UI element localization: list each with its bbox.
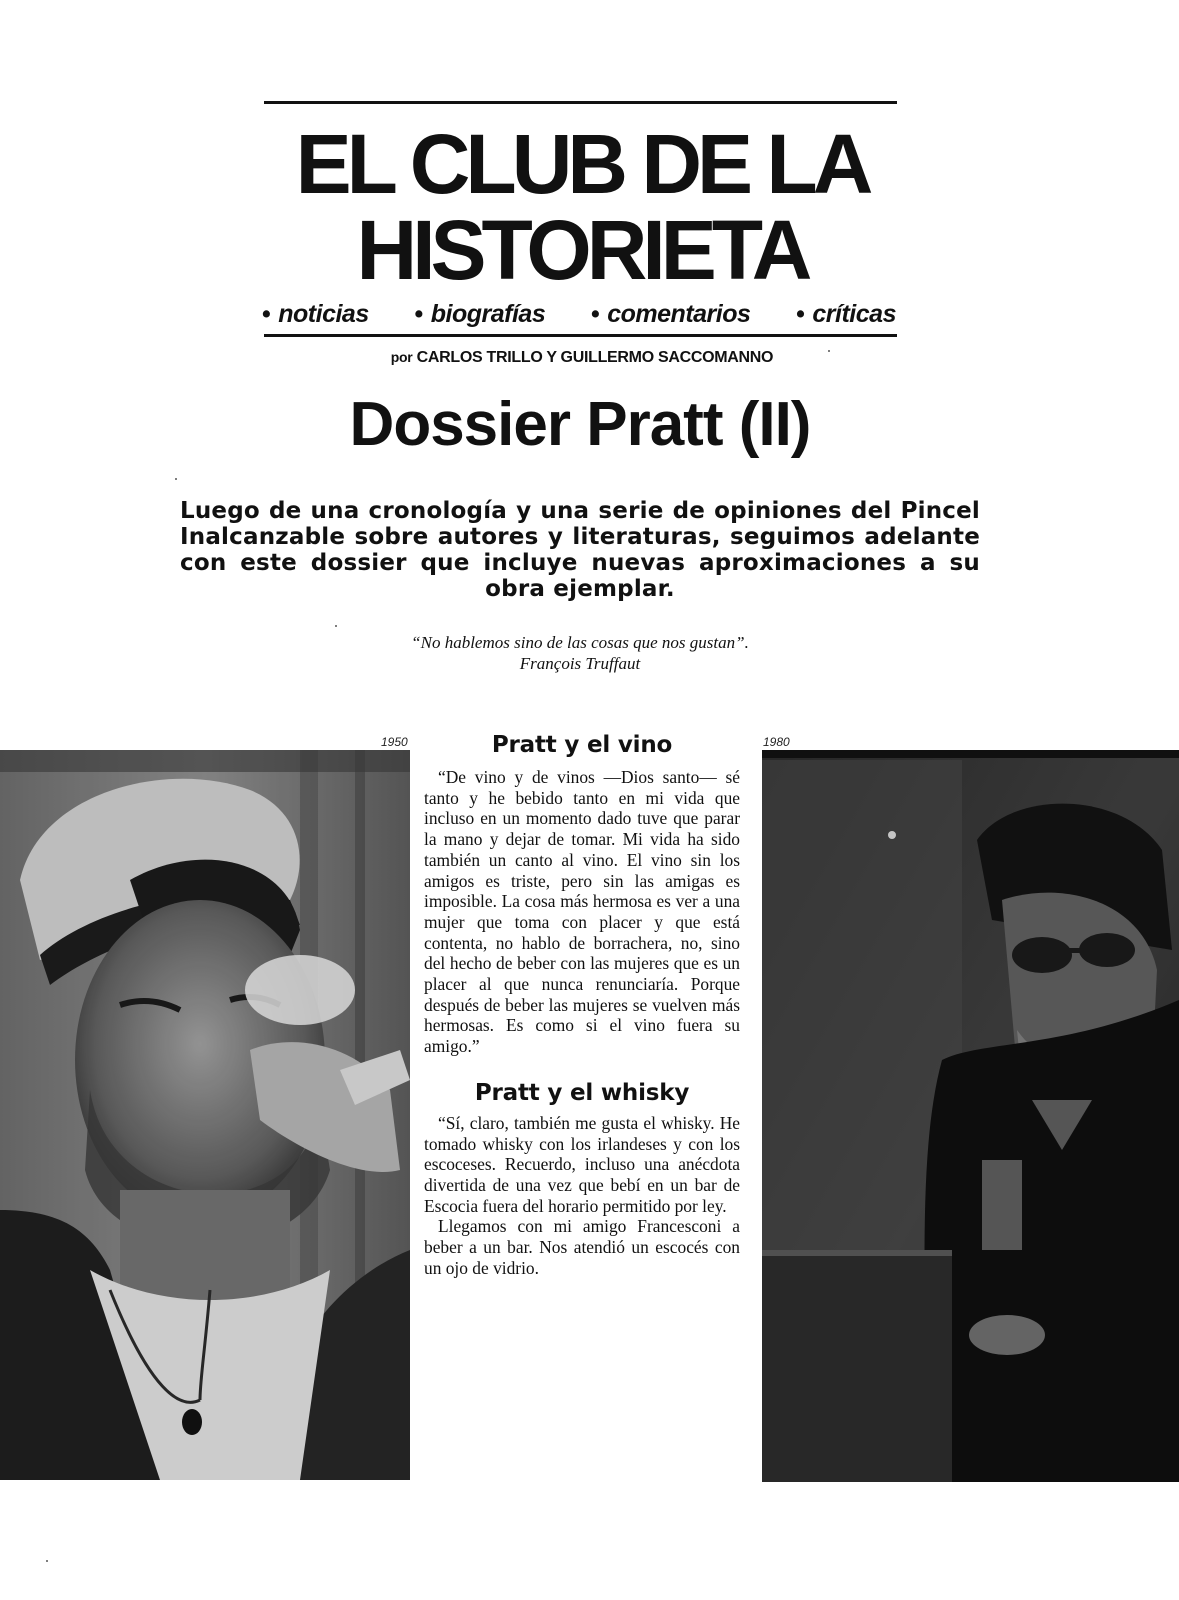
- print-speck: [175, 478, 177, 480]
- byline-prefix: por: [390, 349, 413, 365]
- article-column: [424, 731, 740, 1278]
- masthead-title-line-1: EL CLUB DE LA: [295, 117, 869, 211]
- section-tag: • comentarios: [590, 300, 751, 328]
- article-deck: Luego de una cronología y una serie de opiniones del Pincel Inalcanzable sobre autores y literaturas, seguimos adelante con este dossier que incluye nuevas aproximaciones a su obra ejemplar.: [180, 498, 980, 602]
- epigraph: [300, 632, 860, 674]
- section-tag: • noticias: [262, 300, 369, 328]
- byline-authors: CARLOS TRILLO Y GUILLERMO SACCOMANNO: [416, 349, 774, 366]
- epigraph-quote: “No hablemos sino de las cosas que nos gustan”.: [411, 633, 749, 652]
- section-tag: • críticas: [796, 300, 896, 328]
- photo-pratt-1980: [762, 750, 1179, 1482]
- section-paragraph-whisky-1: “Sí, claro, también me gusta el whisky. He tomado whisky con los irlandeses y con los escoceses. Recuerdo, incluso una anécdota divertida de una vez que bebí en un bar de Escocia fuera del horario permitido por ley.: [424, 1112, 740, 1216]
- masthead-bottom-rule: [264, 334, 897, 337]
- photo-pratt-1950: [0, 750, 410, 1480]
- section-heading-whisky: Pratt y el whisky: [474, 1079, 690, 1106]
- photo-pratt-1980-image: [762, 750, 1179, 1482]
- epigraph-author: François Truffaut: [519, 654, 641, 673]
- photo-year-left: 1950: [381, 735, 408, 749]
- print-speck: [828, 350, 830, 352]
- section-paragraph-vino: “De vino y de vinos —Dios santo— sé tanto y he bebido tanto en mi vida que incluso en un momento dado tuve que parar la mano y dejar de tomar. Mi vida ha sido también un canto al vino. El vino sin los amigos es triste, pero sin las amigas es imposible. La cosa más hermosa es ver a una mujer que toma con placer y que está contenta, no hablo de borrachera, no, sino del hecho de beber con las mujeres que es un placer al que nunca renunciaría. Porque después de beber las mujeres se vuelven más hermosas. Es como si el vino fuera su amigo.”: [424, 767, 740, 1057]
- section-paragraph-whisky-2: Llegamos con mi amigo Francesconi a beber a un bar. Nos atendió un escocés con un ojo de vidrio.: [424, 1216, 740, 1278]
- masthead-sections: [262, 300, 896, 329]
- masthead-title-line-2: HISTORIETA: [356, 203, 808, 297]
- section-tag: • biografías: [414, 300, 546, 328]
- photo-pratt-1950-image: [0, 750, 410, 1480]
- byline: [268, 349, 896, 367]
- section-heading-vino: Pratt y el vino: [491, 732, 673, 758]
- article-title: Dossier Pratt (II): [349, 390, 811, 459]
- masthead-top-rule: [264, 101, 897, 104]
- print-speck: [335, 625, 337, 627]
- photo-year-right: 1980: [763, 735, 790, 749]
- print-speck: [46, 1560, 48, 1562]
